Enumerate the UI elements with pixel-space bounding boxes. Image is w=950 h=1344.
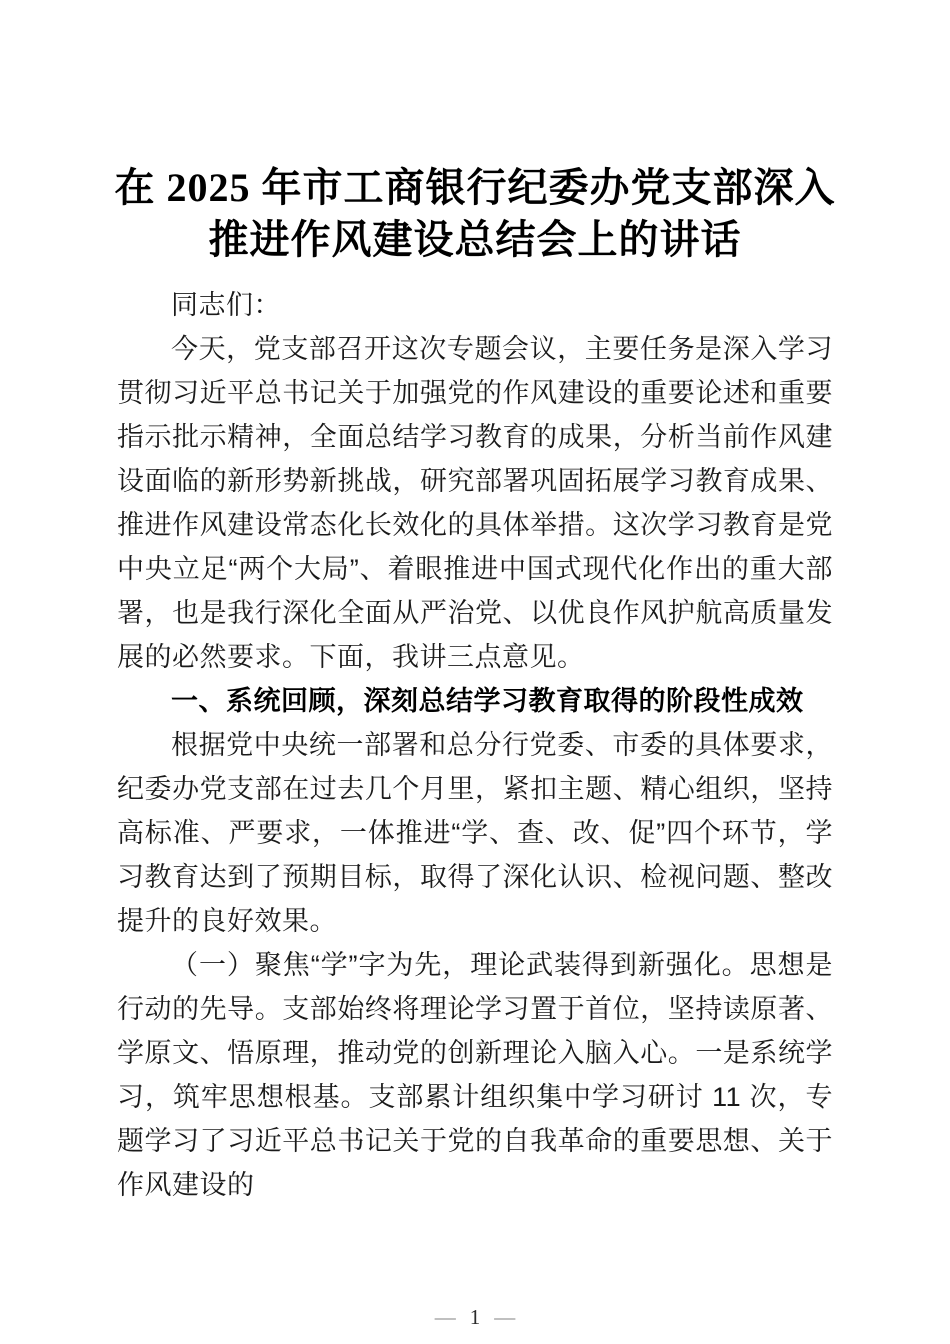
section-heading: 一、系统回顾，深刻总结学习教育取得的阶段性成效 bbox=[171, 686, 804, 716]
document-title: 在 2025 年市工商银行纪委办党支部深入推进作风建设总结会上的讲话 bbox=[114, 165, 836, 262]
body-paragraph: 今天，党支部召开这次专题会议，主要任务是深入学习贯彻习近平总书记关于加强党的作风建设的重要论述和重要指示批示精神，全面总结学习教育的成果，分析当前作风建设面临的新形势新挑战，研究部署巩固拓展学习教育成果、推进作风建设常态化长效化的具体举措。这次学习教育是党中央立足“两个大局”、着眼推进中国式现代化作出的重大部署，也是我行深化全面从严治党、以优良作风护航高质量发展的必然要求。下面，我讲三点意见。 bbox=[117, 334, 833, 672]
body-paragraph: （一）聚焦“学”字为先，理论武装得到新强化。思想是行动的先导。支部始终将理论学习置于首位，坚持读原著、学原文、悟原理，推动党的创新理论入脑入心。一是系统学习，筑牢思想根基。支部累计组织集中学习研讨 11 次，专题学习了习近平总书记关于党的自我革命的重要思想、关于作风建设的 bbox=[117, 950, 833, 1200]
page-number: 1 bbox=[469, 1305, 481, 1329]
document-body bbox=[117, 283, 833, 1207]
body-paragraph: 根据党中央统一部署和总分行党委、市委的具体要求，纪委办党支部在过去几个月里，紧扣主题、精心组织，坚持高标准、严要求，一体推进“学、查、改、促”四个环节，学习教育达到了预期目标，取得了深化认识、检视问题、整改提升的良好效果。 bbox=[117, 730, 833, 936]
footer-dash-right: — bbox=[494, 1305, 516, 1329]
salutation-paragraph: 同志们： bbox=[171, 290, 281, 320]
footer-dash-left: — bbox=[434, 1305, 456, 1329]
page-footer bbox=[0, 1305, 950, 1329]
